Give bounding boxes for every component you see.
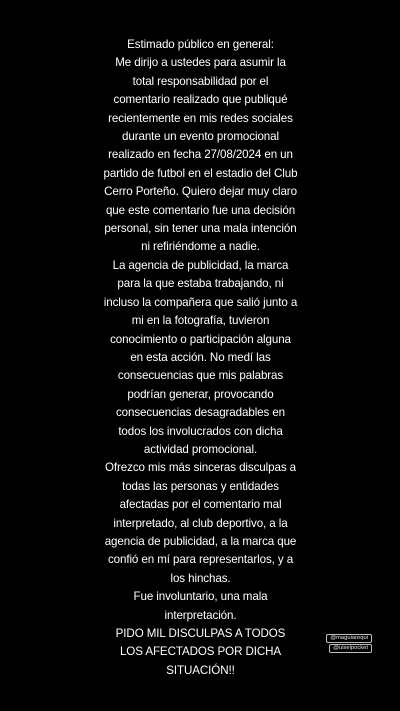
statement-paragraph-involuntary: Fue involuntario, una mala interpretación. — [133, 590, 268, 622]
statement-greeting: Estimado público en general: — [127, 38, 274, 51]
mention-sticker-1[interactable]: @maguiarequi — [326, 634, 372, 643]
statement-closing: PIDO MIL DISCULPAS A TODOS LOS AFECTADOS POR DICHA SITUACIÓN!! — [115, 627, 286, 677]
statement-paragraph-apology: Ofrezco mis más sinceras disculpas a todas las personas y entidades afectadas por el comentario mal interpretado, al club deportivo, a la agencia de publicidad, a la marca que confió en mí para representarlos, y a los hinchas. — [104, 461, 297, 585]
statement-paragraph-responsibility: Me dirijo a ustedes para asumir la total responsabilidad por el comentario realizado que publiqué recientemente en mis redes sociales durante un evento promocional realizado en fecha 27/08/2024 en un partido de futbol en el estadio del Club Cerro Porteño. Quiero dejar muy claro que este comentario fue una decisión personal, sin tener una mala intención ni refiriéndome a nadie. — [103, 56, 298, 254]
mention-sticker-2[interactable]: @uiselpocket — [329, 644, 372, 653]
mention-stickers — [326, 634, 372, 653]
apology-statement — [103, 36, 298, 680]
statement-paragraph-agency: La agencia de publicidad, la marca para la que estaba trabajando, ni incluso la compañera que salió junto a mi en la fotografía, tuvieron conocimiento o participación alguna en esta acción. No medí las consecuencias que mis palabras podrían generar, provocando consecuencias desagradables en todos los involucrados con dicha actividad promocional. — [103, 258, 298, 456]
